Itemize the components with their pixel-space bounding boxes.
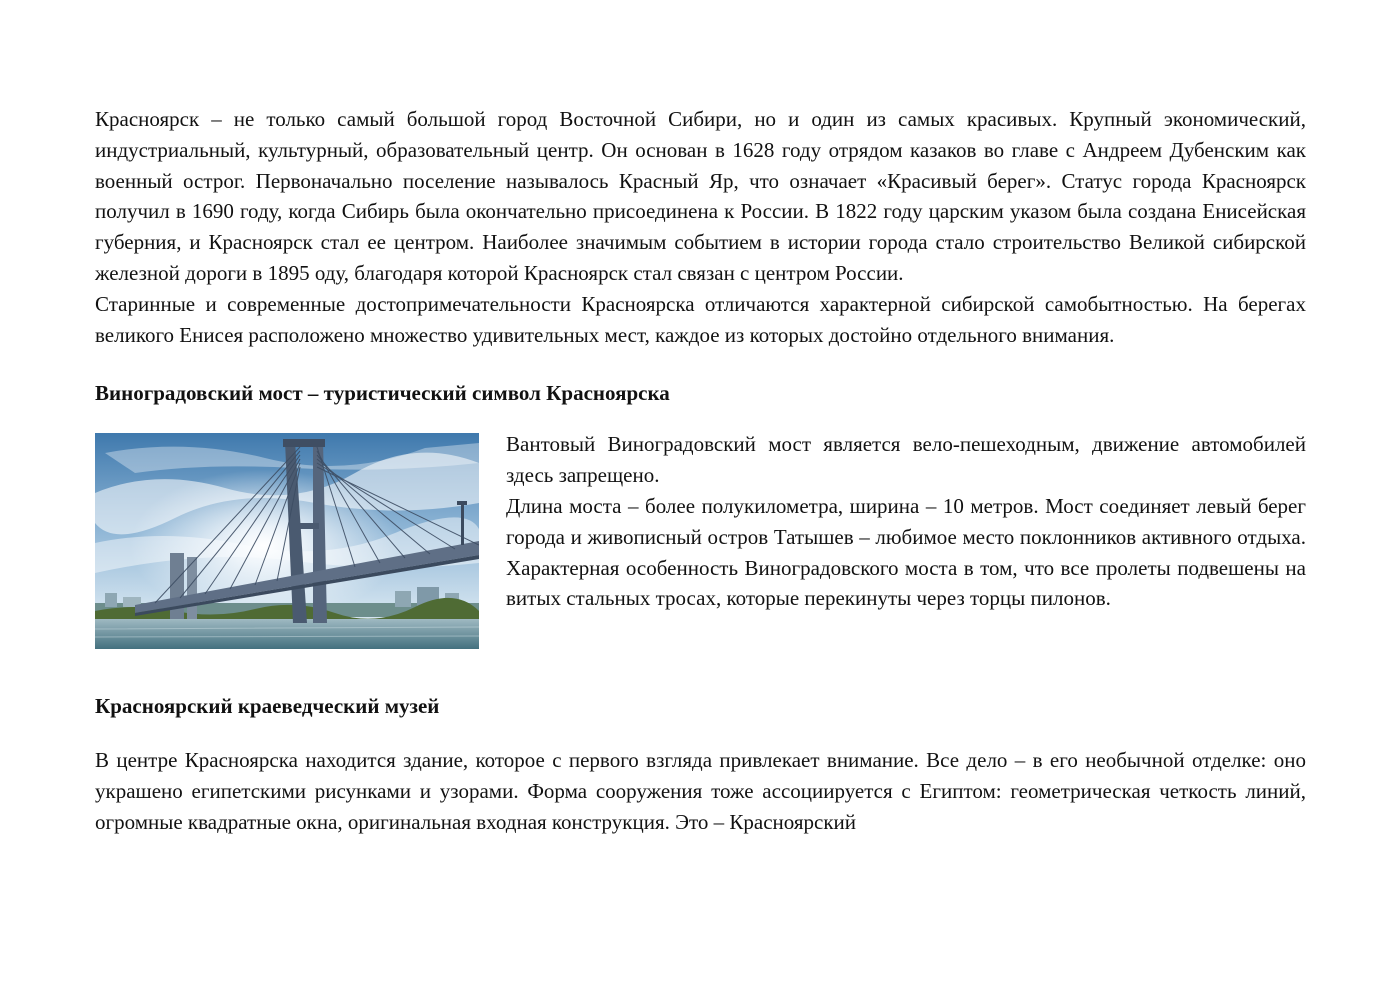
museum-heading: Красноярский краеведческий музей — [95, 694, 440, 719]
bridge-photo — [95, 433, 479, 649]
intro-paragraph-1: Красноярск – не только самый большой город Восточной Сибири, но и один из самых красивых. Крупный экономический, индустриальный, культурный, образовательный центр. Он основан в 1628 году отрядом казаков во главе с Андреем Дубенским как военный острог. Первоначально поселение называлось Красный Яр, что означает «Красивый берег». Статус города Красноярск получил в 1690 году, когда Сибирь была окончательно присоединена к России. В 1822 году царским указом была создана Енисейская губерния, и Красноярск стал ее центром. Наиболее значимым событием в истории города стало строительство Великой сибирской железной дороги в 1895 оду, благодаря которой Красноярск стал связан с центром России. — [95, 107, 1306, 285]
bridge-paragraph-1: Вантовый Виноградовский мост является вело-пешеходным, движение автомобилей здесь запрещено. — [506, 432, 1306, 488]
document-page — [95, 104, 1306, 838]
bridge-heading: Виноградовский мост – туристический символ Красноярска — [95, 381, 670, 406]
bridge-paragraph-2: Длина моста – более полукилометра, ширина – 10 метров. Мост соединяет левый берег города и живописный остров Татышев – любимое место поклонников активного отдыха. Характерная особенность Виноградовского моста в том, что все пролеты подвешены на витых стальных тросах, которые перекинуты через торцы пилонов. — [506, 493, 1306, 611]
bridge-text — [506, 429, 1306, 649]
bridge-section — [95, 431, 1306, 649]
intro-paragraph-2: Старинные и современные достопримечательности Красноярска отличаются характерной сибирской самобытностью. На берегах великого Енисея расположено множество удивительных мест, каждое из которых достойно отдельного внимания. — [95, 291, 1306, 347]
museum-paragraph-1: В центре Красноярска находится здание, которое с первого взгляда привлекает внимание. Все дело – в его необычной отделке: оно украшено египетскими рисунками и узорами. Форма сооружения тоже ассоциируется с Египтом: геометрическая четкость линий, огромные квадратные окна, оригинальная входная конструкция. Это – Красноярский — [95, 748, 1306, 834]
